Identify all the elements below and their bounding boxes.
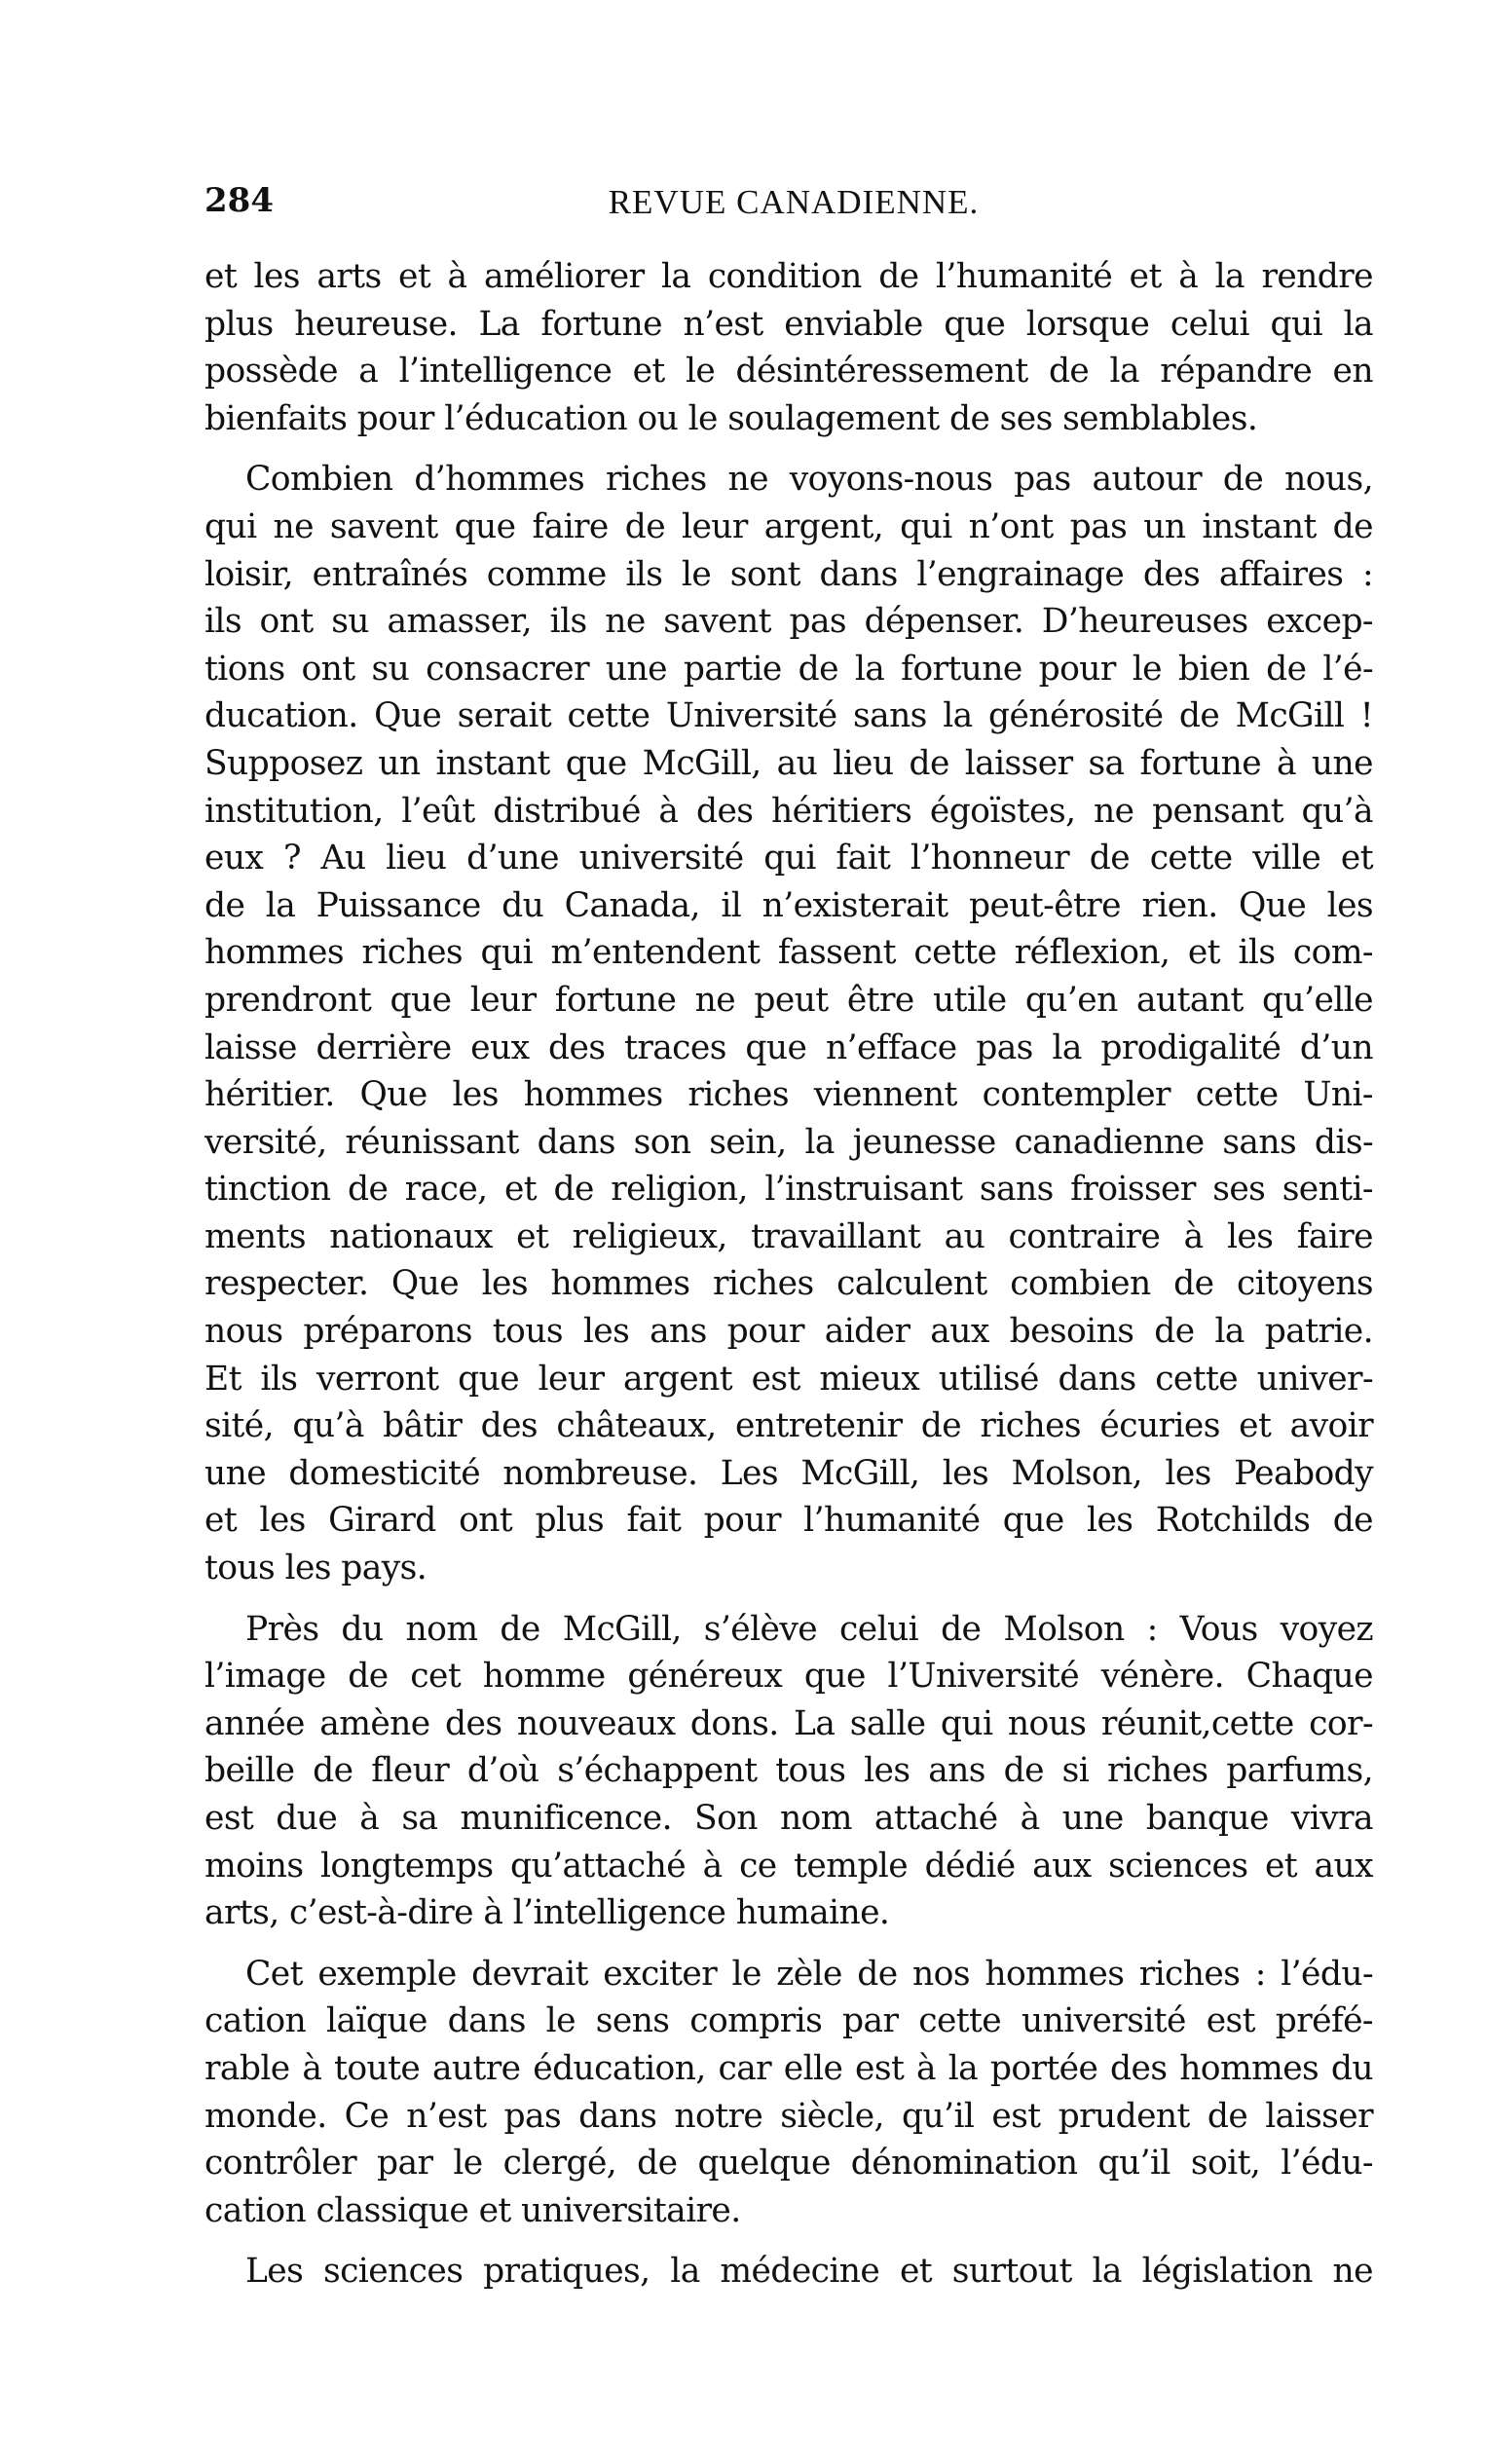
- text-line: prendront que leur fortune ne peut être utile qu’en autant qu’elle: [204, 980, 1373, 1020]
- text-line: institution, l’eût distribué à des héritiers égoïstes, ne pensant qu’à: [204, 791, 1373, 831]
- text-line: une domesticité nombreuse. Les McGill, les Molson, les Peabody: [204, 1453, 1373, 1493]
- text-line: monde. Ce n’est pas dans notre siècle, qu’il est prudent de laisser: [204, 2096, 1373, 2136]
- text-line: Supposez un instant que McGill, au lieu de laisser sa fortune à une: [204, 743, 1373, 783]
- text-line: Près du nom de McGill, s’élève celui de Molson : Vous voyez: [245, 1609, 1373, 1649]
- body-text: [204, 253, 1373, 2296]
- text-line: ments nationaux et religieux, travaillant au contraire à les faire: [204, 1216, 1373, 1256]
- text-line: hommes riches qui m’entendent fassent cette réflexion, et ils com-: [204, 933, 1373, 973]
- text-line: laisse derrière eux des traces que n’efface pas la prodigalité d’un: [204, 1027, 1373, 1067]
- text-line: de la Puissance du Canada, il n’existerait peut-être rien. Que les: [204, 885, 1373, 925]
- text-line: sité, qu’à bâtir des châteaux, entretenir de riches écuries et avoir: [204, 1406, 1373, 1446]
- text-line: beille de fleur d’où s’échappent tous les ans de si riches parfums,: [204, 1751, 1373, 1791]
- text-line: Combien d’hommes riches ne voyons-nous pas autour de nous,: [245, 460, 1373, 500]
- paragraph: [204, 1951, 1373, 2235]
- paragraph: [204, 456, 1373, 1591]
- text-line: cation classique et universitaire.: [204, 2190, 741, 2230]
- text-line: plus heureuse. La fortune n’est enviable que lorsque celui qui la: [204, 304, 1373, 344]
- text-line: versité, réunissant dans son sein, la jeunesse canadienne sans dis-: [204, 1122, 1373, 1162]
- text-line: bienfaits pour l’éducation ou le soulagement de ses semblables.: [204, 398, 1258, 438]
- text-line: contrôler par le clergé, de quelque dénomination qu’il soit, l’édu-: [204, 2144, 1373, 2184]
- text-line: nous préparons tous les ans pour aider aux besoins de la patrie.: [204, 1312, 1373, 1352]
- text-line: et les Girard ont plus fait pour l’humanité que les Rotchilds de: [204, 1501, 1373, 1541]
- page-number: 284: [204, 181, 274, 220]
- text-line: est due à sa munificence. Son nom attaché à une banque vivra: [204, 1799, 1373, 1838]
- text-line: cation laïque dans le sens compris par cette université est préfé-: [204, 2001, 1373, 2041]
- text-line: héritier. Que les hommes riches viennent contempler cette Uni-: [204, 1075, 1373, 1115]
- text-line: possède a l’intelligence et le désintéressement de la répandre en: [204, 352, 1373, 392]
- text-line: Et ils verront que leur argent est mieux utilisé dans cette univer-: [204, 1359, 1373, 1399]
- paragraph: [204, 1606, 1373, 1937]
- text-line: tions ont su consacrer une partie de la fortune pour le bien de l’é-: [204, 649, 1373, 689]
- text-line: respecter. Que les hommes riches calculent combien de citoyens: [204, 1264, 1373, 1304]
- text-line: arts, c’est-à-dire à l’intelligence humaine.: [204, 1893, 890, 1933]
- text-line: et les arts et à améliorer la condition de l’humanité et à la rendre: [204, 257, 1373, 296]
- text-line: qui ne savent que faire de leur argent, qui n’ont pas un instant de: [204, 506, 1373, 546]
- paragraph: [204, 253, 1373, 442]
- page-header: [204, 181, 1383, 230]
- text-line: rable à toute autre éducation, car elle est à la portée des hommes du: [204, 2048, 1373, 2088]
- text-line: tous les pays.: [204, 1549, 427, 1588]
- text-line: l’image de cet homme généreux que l’Université vénère. Chaque: [204, 1657, 1373, 1697]
- text-line: Les sciences pratiques, la médecine et surtout la législation ne: [245, 2252, 1373, 2292]
- text-line: ducation. Que serait cette Université sans la générosité de McGill !: [204, 696, 1373, 736]
- text-line: ils ont su amasser, ils ne savent pas dépenser. D’heureuses excep-: [204, 602, 1373, 642]
- paragraph: [204, 2248, 1373, 2296]
- text-line: Cet exemple devrait exciter le zèle de nos hommes riches : l’édu-: [245, 1954, 1373, 1994]
- text-line: loisir, entraînés comme ils le sont dans l’engrainage des affaires :: [204, 554, 1373, 594]
- text-line: tinction de race, et de religion, l’instruisant sans froisser ses senti-: [204, 1170, 1373, 1210]
- running-title: REVUE CANADIENNE.: [608, 183, 980, 221]
- text-line: année amène des nouveaux dons. La salle qui nous réunit,cette cor-: [204, 1703, 1373, 1743]
- text-line: eux ? Au lieu d’une université qui fait l’honneur de cette ville et: [204, 839, 1373, 878]
- text-line: moins longtemps qu’attaché à ce temple dédié aux sciences et aux: [204, 1846, 1373, 1885]
